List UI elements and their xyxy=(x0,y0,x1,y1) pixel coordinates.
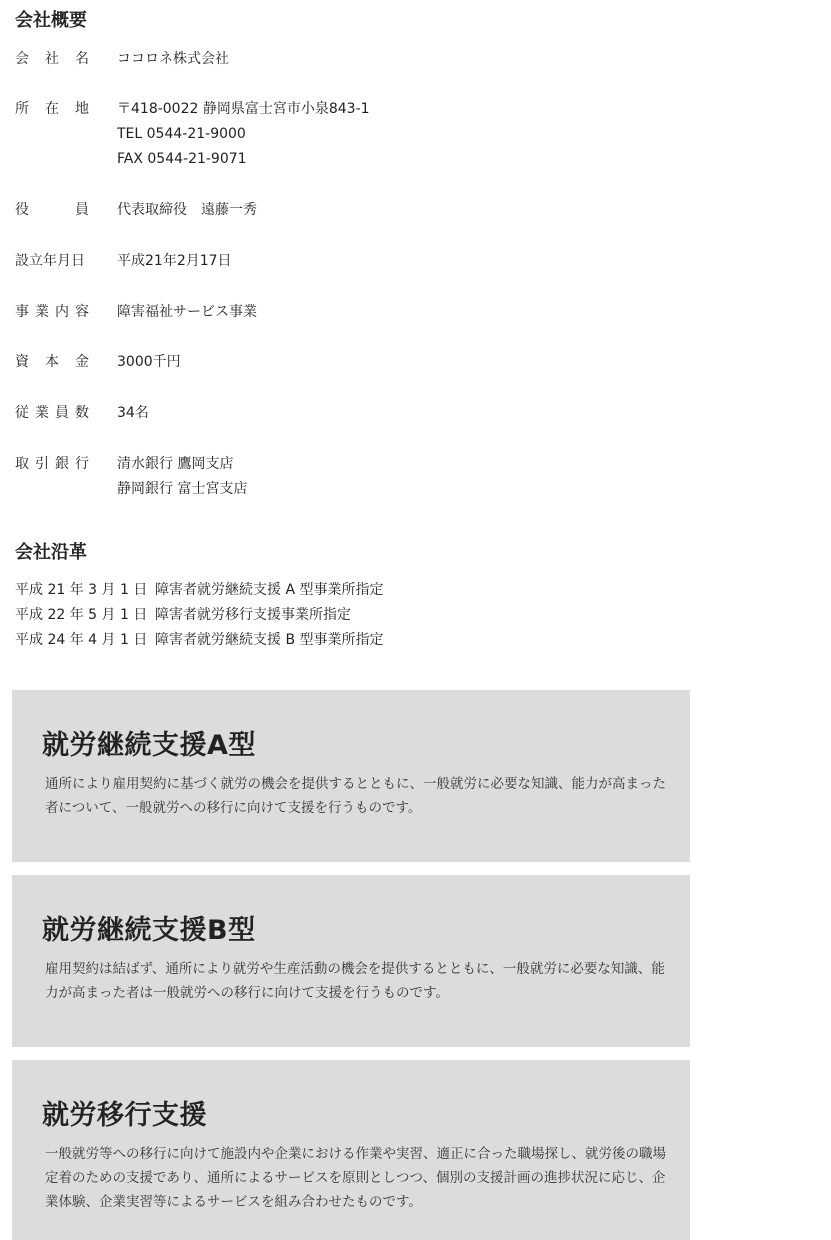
history-item xyxy=(15,628,384,653)
info-label: 役 員 xyxy=(15,202,89,218)
service-description: 通所により雇用契約に基づく就労の機会を提供するとともに、一般就労に必要な知識、能力が高まった者について、一般就労への移行に向けて支援を行うものです。 xyxy=(45,776,666,816)
fax-line: FAX 0544-21-9071 xyxy=(117,151,247,167)
service-box-type-a xyxy=(12,690,690,862)
info-value: 代表取締役 遠藤一秀 xyxy=(117,202,257,218)
history-item xyxy=(15,578,384,603)
service-box-transition xyxy=(12,1060,690,1240)
service-title: 就労移行支援 xyxy=(42,1100,207,1131)
info-value: 障害福祉サービス事業 xyxy=(117,304,257,320)
address-line: 〒418-0022 静岡県富士宮市小泉843-1 xyxy=(117,101,370,117)
service-box-type-b xyxy=(12,875,690,1047)
info-label: 事 業 内 容 xyxy=(15,304,89,320)
history-date: 平成 24 年 4 月 1 日 xyxy=(15,632,148,648)
info-label: 所 在 地 xyxy=(15,101,89,117)
service-description: 雇用契約は結ばず、通所により就労や生産活動の機会を提供するとともに、一般就労に必要な知識、能力が高まった者は一般就労への移行に向けて支援を行うものです。 xyxy=(45,961,665,1001)
history-item xyxy=(15,603,384,628)
info-label: 取 引 銀 行 xyxy=(15,456,89,472)
tel-line: TEL 0544-21-9000 xyxy=(117,126,246,142)
info-value: 3000千円 xyxy=(117,354,181,370)
history-date: 平成 21 年 3 月 1 日 xyxy=(15,582,148,598)
history-event: 障害者就労移行支援事業所指定 xyxy=(155,607,351,623)
info-value: 34名 xyxy=(117,405,149,421)
info-value: ココロネ株式会社 xyxy=(117,51,229,67)
history-date: 平成 22 年 5 月 1 日 xyxy=(15,607,148,623)
info-label: 資 本 金 xyxy=(15,354,89,370)
info-label: 会 社 名 xyxy=(15,51,89,67)
info-label: 従 業 員 数 xyxy=(15,405,89,421)
info-value xyxy=(117,97,370,172)
history-list xyxy=(15,578,384,653)
info-value: 清水銀行 鷹岡支店 静岡銀行 富士宮支店 xyxy=(117,456,248,497)
company-overview-title: 会社概要 xyxy=(15,10,87,31)
service-title: 就労継続支援B型 xyxy=(42,915,256,946)
info-label: 設立年月日 xyxy=(15,253,85,269)
service-title: 就労継続支援A型 xyxy=(42,730,256,761)
history-event: 障害者就労継続支援 B 型事業所指定 xyxy=(155,632,384,648)
company-history-title: 会社沿革 xyxy=(15,542,87,563)
info-value: 平成21年2月17日 xyxy=(117,253,232,269)
service-description: 一般就労等への移行に向けて施設内や企業における作業や実習、適正に合った職場探し、就労後の職場定着のための支援であり、通所によるサービスを原則としつつ、個別の支援計画の進捗状況に応じ、企業体験、企業実習等によるサービスを組み合わせたものです。 xyxy=(45,1146,666,1210)
history-event: 障害者就労継続支援 A 型事業所指定 xyxy=(155,582,384,598)
